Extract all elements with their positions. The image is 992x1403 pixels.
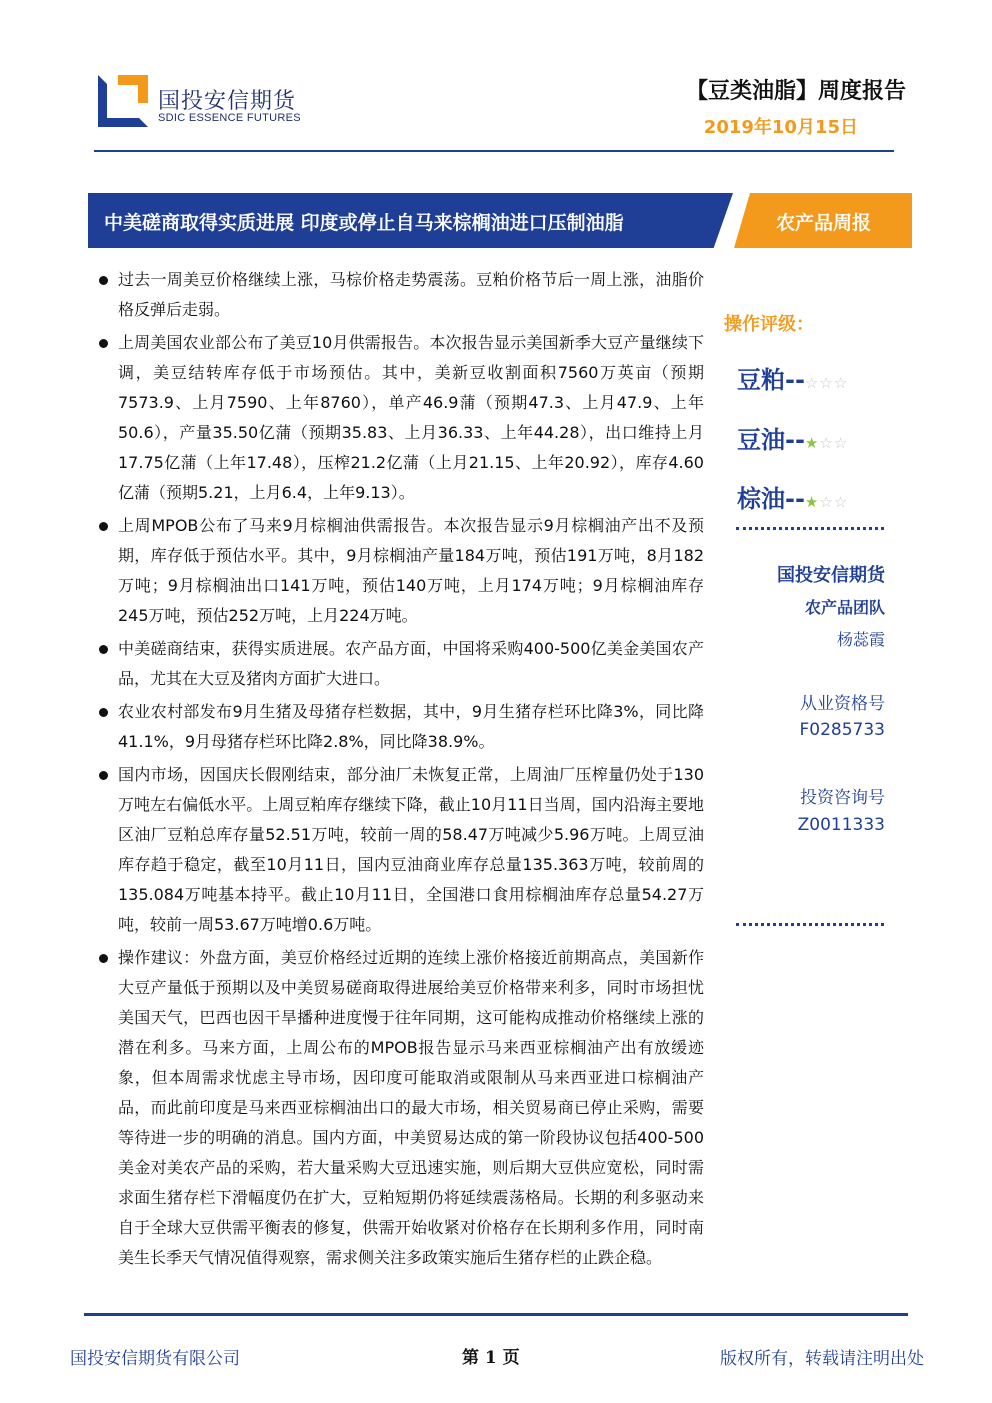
rating-palmoil bbox=[737, 479, 848, 514]
bullet-paragraph bbox=[98, 634, 704, 694]
rating-soymeal bbox=[737, 360, 848, 395]
rating-name: 棕油-- bbox=[737, 485, 805, 513]
report-date: 2019年10月15日 bbox=[703, 117, 858, 138]
license-number: F0285733 bbox=[799, 720, 885, 740]
star-empty-icon: ☆ bbox=[804, 374, 820, 392]
sidebar-divider bbox=[736, 527, 884, 530]
bullet-paragraph bbox=[98, 943, 704, 1273]
paragraph-text: 上周MPOB公布了马来9月棕榈油供需报告。本次报告显示9月棕榈油产出不及预期，库存低于预估水平。其中，9月棕榈油产量184万吨，预估191万吨，8月182万吨；9月棕榈油出口141万吨，预估140万吨，上月174万吨；9月棕榈油库存245万吨，预估252万吨，上月224万吨。 bbox=[118, 516, 704, 625]
bullet-icon bbox=[99, 708, 108, 717]
star-empty-icon: ☆ bbox=[819, 493, 834, 511]
rating-label: 操作评级： bbox=[724, 314, 814, 335]
bullet-icon bbox=[99, 522, 108, 531]
sidebar-company: 国投安信期货 bbox=[777, 565, 885, 586]
rating-name: 豆油-- bbox=[737, 426, 805, 454]
bullet-icon bbox=[99, 339, 108, 348]
bullet-paragraph bbox=[98, 697, 704, 757]
star-filled-icon: ★ bbox=[804, 493, 820, 511]
footer-divider bbox=[84, 1313, 908, 1316]
star-empty-icon: ☆ bbox=[833, 493, 849, 511]
paragraph-text: 国内市场，因国庆长假刚结束，部分油厂未恢复正常，上周油厂压榨量仍处于130万吨左右偏低水平。上周豆粕库存继续下降，截止10月11日当周，国内沿海主要地区油厂豆粕总库存量52.51万吨，较前一周的58.47万吨减少5.96万吨。上周豆油库存趋于稳定，截至10月11日，国内豆油商业库存总量135.363万吨，较前周的135.084万吨基本持平。截止10月11日，全国港口食用棕榈油库存总量54.27万吨，较前一周53.67万吨增0.6万吨。 bbox=[118, 765, 704, 934]
star-rating bbox=[805, 374, 848, 392]
bullet-icon bbox=[99, 954, 108, 963]
consult-label: 投资咨询号 bbox=[800, 788, 885, 808]
report-title: 【豆类油脂】周度报告 bbox=[685, 79, 906, 104]
consult-number: Z0011333 bbox=[797, 815, 885, 835]
logo-text-en: SDIC ESSENCE FUTURES bbox=[158, 112, 301, 124]
star-empty-icon: ☆ bbox=[833, 434, 849, 452]
star-empty-icon: ☆ bbox=[819, 434, 834, 452]
footer-page-number: 第 1 页 bbox=[462, 1348, 520, 1368]
report-body bbox=[98, 265, 704, 1276]
logo-text-cn: 国投安信期货 bbox=[158, 89, 297, 114]
paragraph-text: 上周美国农业部公布了美豆10月供需报告。本次报告显示美国新季大豆产量继续下调，美豆结转库存低于市场预估。其中，美新豆收割面积7560万英亩（预期7573.9、上月7590、上年8760），单产46.9蒲（预期47.3、上月47.9、上年50.6），产量35.50亿蒲（预期35.83、上月36.33、上年44.28），出口维持上月17.75亿蒲（上年17.48），压榨21.2亿蒲（上月21.15、上年20.92），库存4.60亿蒲（预期5.21，上月6.4，上年9.13）。 bbox=[118, 333, 704, 502]
paragraph-text: 农业农村部发布9月生猪及母猪存栏数据，其中，9月生猪存栏环比降3%，同比降41.1%，9月母猪存栏环比降2.8%，同比降38.9%。 bbox=[118, 702, 704, 751]
bullet-icon bbox=[99, 276, 108, 285]
star-rating bbox=[805, 434, 848, 452]
bullet-paragraph bbox=[98, 328, 704, 508]
company-logo-mark bbox=[98, 75, 148, 127]
header-divider bbox=[94, 150, 894, 152]
star-filled-icon: ★ bbox=[804, 434, 820, 452]
paragraph-text: 操作建议：外盘方面，美豆价格经过近期的连续上涨价格接近前期高点，美国新作大豆产量低于预期以及中美贸易磋商取得进展给美豆价格带来利多，同时市场担忧美国天气，巴西也因干旱播种进度慢于往年同期，这可能构成推动价格继续上涨的潜在利多。马来方面，上周公布的MPOB报告显示马来西亚棕榈油产出有放缓迹象，但本周需求忧虑主导市场，因印度可能取消或限制从马来西亚进口棕榈油产品，而此前印度是马来西亚棕榈油出口的最大市场，相关贸易商已停止采购，需要等待进一步的明确的消息。国内方面，中美贸易达成的第一阶段协议包括400-500美金对美农产品的采购，若大量采购大豆迅速实施，则后期大豆供应宽松，同时需求面生猪存栏下滑幅度仍在扩大，豆粕短期仍将延续震荡格局。长期的利多驱动来自于全球大豆供需平衡表的修复，供需开始收紧对价格存在长期利多作用，同时南美生长季天气情况值得观察，需求侧关注多政策实施后生猪存栏的止跌企稳。 bbox=[118, 948, 704, 1267]
bullet-icon bbox=[99, 645, 108, 654]
headline-text: 中美磋商取得实质进展 印度或停止自马来棕榈油进口压制油脂 bbox=[104, 212, 624, 234]
star-empty-icon: ☆ bbox=[819, 374, 834, 392]
license-label: 从业资格号 bbox=[800, 694, 885, 714]
paragraph-text: 中美磋商结束，获得实质进展。农产品方面，中国将采购400-500亿美金美国农产品，尤其在大豆及猪肉方面扩大进口。 bbox=[118, 639, 704, 688]
category-tag: 农产品周报 bbox=[776, 212, 872, 234]
footer-copyright: 版权所有，转载请注明出处 bbox=[720, 1349, 924, 1369]
sidebar-analyst: 杨蕊霞 bbox=[836, 630, 885, 649]
bullet-icon bbox=[99, 771, 108, 780]
rating-name: 豆粕-- bbox=[737, 366, 805, 394]
bullet-paragraph bbox=[98, 265, 704, 325]
rating-soyoil bbox=[737, 420, 848, 455]
star-rating bbox=[805, 493, 848, 511]
footer-company: 国投安信期货有限公司 bbox=[70, 1349, 240, 1369]
sidebar-divider bbox=[736, 923, 884, 926]
bullet-paragraph bbox=[98, 511, 704, 631]
sidebar-team: 农产品团队 bbox=[804, 598, 885, 617]
bullet-paragraph bbox=[98, 760, 704, 940]
star-empty-icon: ☆ bbox=[833, 374, 849, 392]
paragraph-text: 过去一周美豆价格继续上涨，马棕价格走势震荡。豆粕价格节后一周上涨，油脂价格反弹后走弱。 bbox=[118, 270, 704, 319]
